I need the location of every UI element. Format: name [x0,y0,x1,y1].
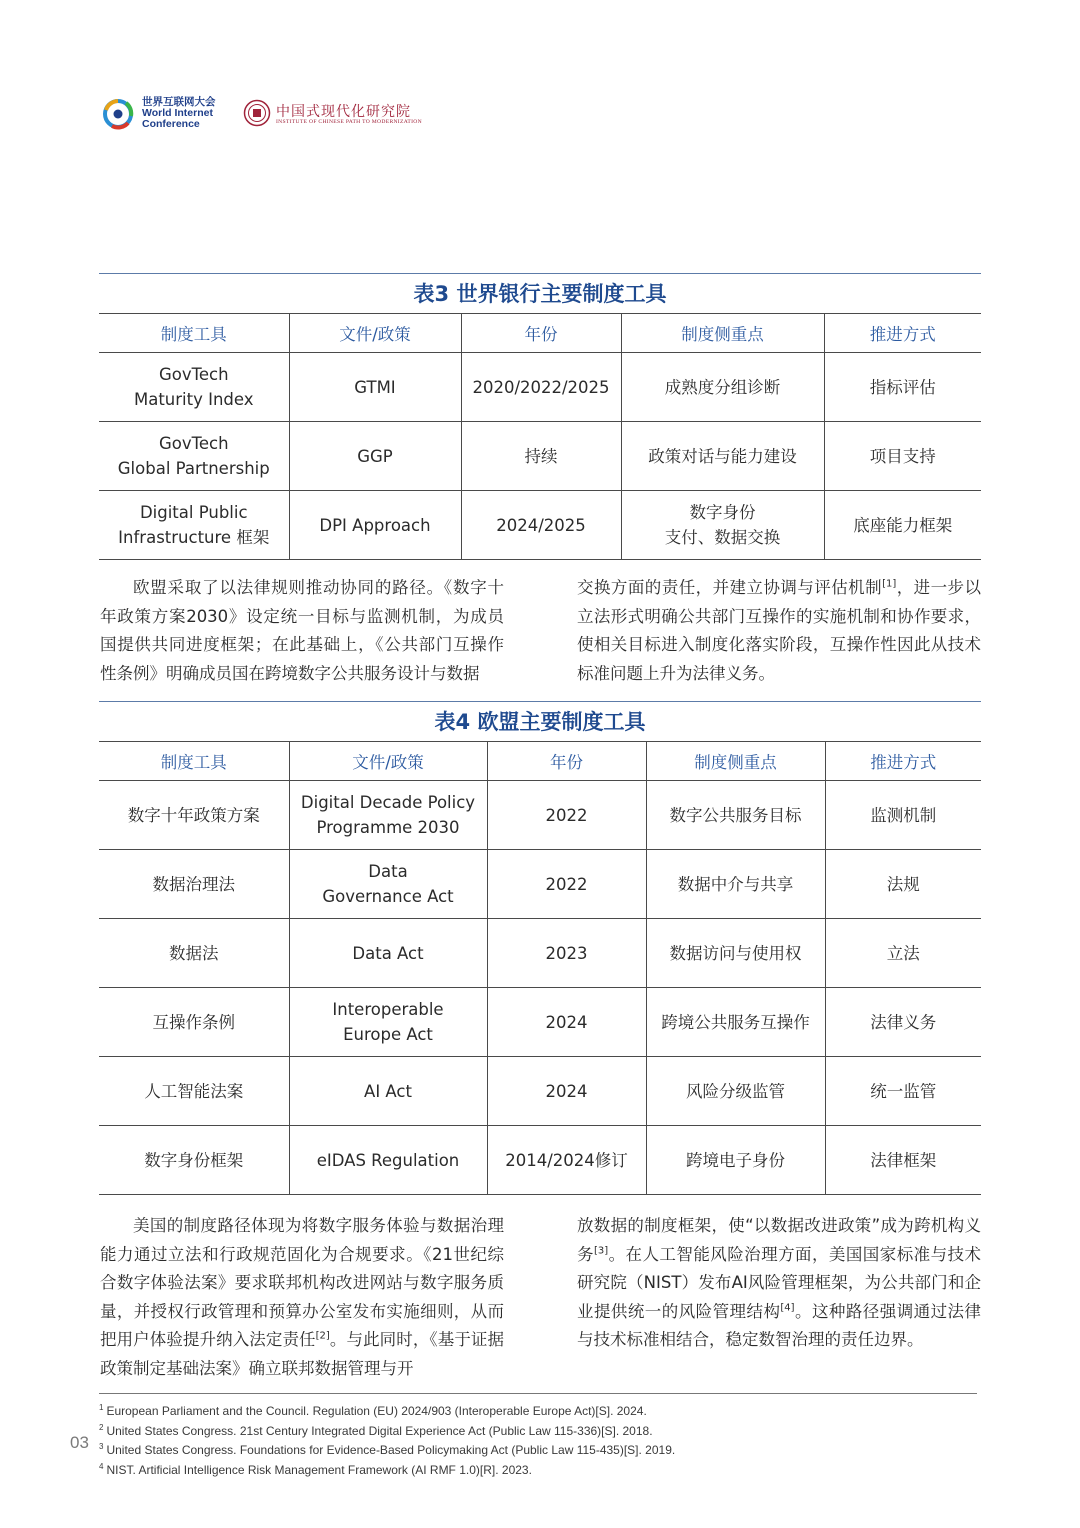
table-cell: GTMI [289,353,461,422]
column-header: 年份 [487,742,646,781]
column-header: 推进方式 [825,742,981,781]
footnote-text: European Parliament and the Council. Regulation (EU) 2024/903 (Interoperable Europe Act)[S]. 2024. [106,1404,647,1418]
table-row [99,988,981,1057]
footnote-ref: [4] [780,1302,795,1313]
table-cell: GovTech Maturity Index [99,353,289,422]
footnote-ref: [3] [593,1245,609,1256]
table-cell: Interoperable Europe Act [289,988,487,1057]
table-row [99,850,981,919]
table-row [99,919,981,988]
column-header: 文件/政策 [289,314,461,353]
column-header: 文件/政策 [289,742,487,781]
institute-seal-icon [243,99,271,127]
table-cell: 跨境电子身份 [646,1126,825,1195]
table-cell: Data Act [289,919,487,988]
table-cell: Data Governance Act [289,850,487,919]
text-run: 交换方面的责任，并建立协调与评估机制 [577,578,883,597]
table-cell: eIDAS Regulation [289,1126,487,1195]
table-cell: Digital Public Infrastructure 框架 [99,491,289,560]
footnote-item [99,1420,675,1440]
table-cell: 数据治理法 [99,850,289,919]
table4-title: 表4 欧盟主要制度工具 [434,710,646,734]
table-cell: 2023 [487,919,646,988]
footnote-ref: [1] [882,578,897,590]
table-cell: 2014/2024修订 [487,1126,646,1195]
table-cell: 2020/2022/2025 [461,353,621,422]
table3-top-rule [99,273,981,274]
table-cell: 立法 [825,919,981,988]
table-cell: 政策对话与能力建设 [621,422,824,491]
table-cell: GGP [289,422,461,491]
table-cell: GovTech Global Partnership [99,422,289,491]
column-header: 制度侧重点 [646,742,825,781]
footnote-item [99,1439,675,1459]
text-run: 。这种路径强调通过法律与技术标准相结合，稳定数智治理的责任边界。 [577,1301,982,1349]
column-header: 制度侧重点 [621,314,824,353]
table-cell: 法律义务 [825,988,981,1057]
wic-logo-text [142,97,216,130]
footnote-number: 2 [99,1422,104,1432]
footnote-rule [99,1393,977,1394]
table-cell: 项目支持 [824,422,981,491]
text-run: 。在人工智能风险治理方面，美国国家标准与技术研究院（NIST）发布AI风险管理框架，为公共部门和企业提供统一的风险管理结构 [577,1244,982,1321]
institute-name-en: INSTITUTE OF CHINESE PATH TO MODERNIZATION [276,119,422,125]
table-row [99,353,981,422]
table-cell: 2024 [487,1057,646,1126]
table3-title: 表3 世界银行主要制度工具 [413,282,667,306]
text-run: 放数据的制度框架，使“以数据改进政策”成为跨机构义务 [577,1216,981,1264]
text-run: 美国的制度路径体现为将数字服务体验与数据治理能力通过立法和行政规范固化为合规要求。《21世纪综合数字体验法案》要求联邦机构改进网站与数字服务质量，并授权行政管理和预算办公室发布实施细则，从而把用户体验提升纳入法定责任 [100,1216,504,1349]
footnote-item [99,1459,675,1479]
institute-name-zh: 中国式现代化研究院 [276,104,411,120]
table-cell: 法律框架 [825,1126,981,1195]
table-cell: 数据访问与使用权 [646,919,825,988]
text-run: ，进一步以立法形式明确公共部门互操作的实施机制和协作要求，使相关目标进入制度化落实阶段，互操作性因此从技术标准问题上升为法律义务。 [577,578,982,683]
page-number: 03 [70,1433,89,1452]
column-header: 制度工具 [99,742,289,781]
table4-top-rule [99,701,981,702]
paragraph-text: 欧盟采取了以法律规则推动协同的路径。《数字十年政策方案2030》设定统一目标与监测机制，为成员国提供共同进度框架；在此基础上，《公共部门互操作性条例》明确成员国在跨境数字公共服务设计与数据 [100,578,504,683]
table-cell: 数字身份框架 [99,1126,289,1195]
table-cell: 互操作条例 [99,988,289,1057]
table-cell: 指标评估 [824,353,981,422]
paragraph-text [577,1212,981,1355]
table-cell: 数据中介与共享 [646,850,825,919]
paragraph-text [577,574,981,688]
table-cell: 2022 [487,781,646,850]
table-cell: 数字公共服务目标 [646,781,825,850]
footnote-number: 4 [99,1461,104,1471]
table-cell: 数字十年政策方案 [99,781,289,850]
table-cell: 底座能力框架 [824,491,981,560]
paragraph-eu-right [577,574,981,688]
table-row [99,491,981,560]
wic-globe-logo-icon [98,90,142,134]
table-row [99,422,981,491]
footnotes [99,1400,675,1478]
paragraph-us-left [100,1212,504,1383]
table-cell: 数字身份 支付、数据交换 [621,491,824,560]
text-run: 。与此同时，《基于证据政策制定基础法案》确立联邦数据管理与开 [100,1330,505,1378]
table-cell: DPI Approach [289,491,461,560]
column-header: 制度工具 [99,314,289,353]
table-cell: 统一监管 [825,1057,981,1126]
table4 [99,741,981,1195]
table-cell: 2022 [487,850,646,919]
table3 [99,313,981,560]
table-cell: Digital Decade Policy Programme 2030 [289,781,487,850]
header-logos [98,90,518,140]
footnote-text: United States Congress. 21st Century Integrated Digital Experience Act (Public Law 115-336)[S]. 2018. [106,1423,653,1438]
table-cell: AI Act [289,1057,487,1126]
table-header-row [99,742,981,781]
table-cell: 监测机制 [825,781,981,850]
table-cell: 法规 [825,850,981,919]
column-header: 年份 [461,314,621,353]
paragraph-eu-left [100,574,504,688]
wic-name-zh: 世界互联网大会 [142,96,216,108]
paragraph-text [100,1212,504,1383]
table-cell: 跨境公共服务互操作 [646,988,825,1057]
table-cell: 数据法 [99,919,289,988]
table-cell: 人工智能法案 [99,1057,289,1126]
table-row [99,781,981,850]
footnote-text: United States Congress. Foundations for Evidence-Based Policymaking Act (Public Law 115-435)[S]. 2019. [106,1443,676,1457]
table-row [99,1126,981,1195]
table-cell: 2024/2025 [461,491,621,560]
wic-name-en-1: World Internet [142,107,213,119]
table-header-row [99,314,981,353]
table-cell: 风险分级监管 [646,1057,825,1126]
footnote-item [99,1400,675,1420]
table-cell: 2024 [487,988,646,1057]
footnote-text: NIST. Artificial Intelligence Risk Management Framework (AI RMF 1.0)[R]. 2023. [106,1462,532,1477]
table-cell: 成熟度分组诊断 [621,353,824,422]
paragraph-us-right [577,1212,981,1355]
table-row [99,1057,981,1126]
wic-name-en-2: Conference [142,118,200,130]
footnote-number: 1 [99,1403,104,1412]
column-header: 推进方式 [824,314,981,353]
footnote-ref: [2] [315,1330,330,1342]
footnote-number: 3 [99,1442,104,1451]
table-cell: 持续 [461,422,621,491]
